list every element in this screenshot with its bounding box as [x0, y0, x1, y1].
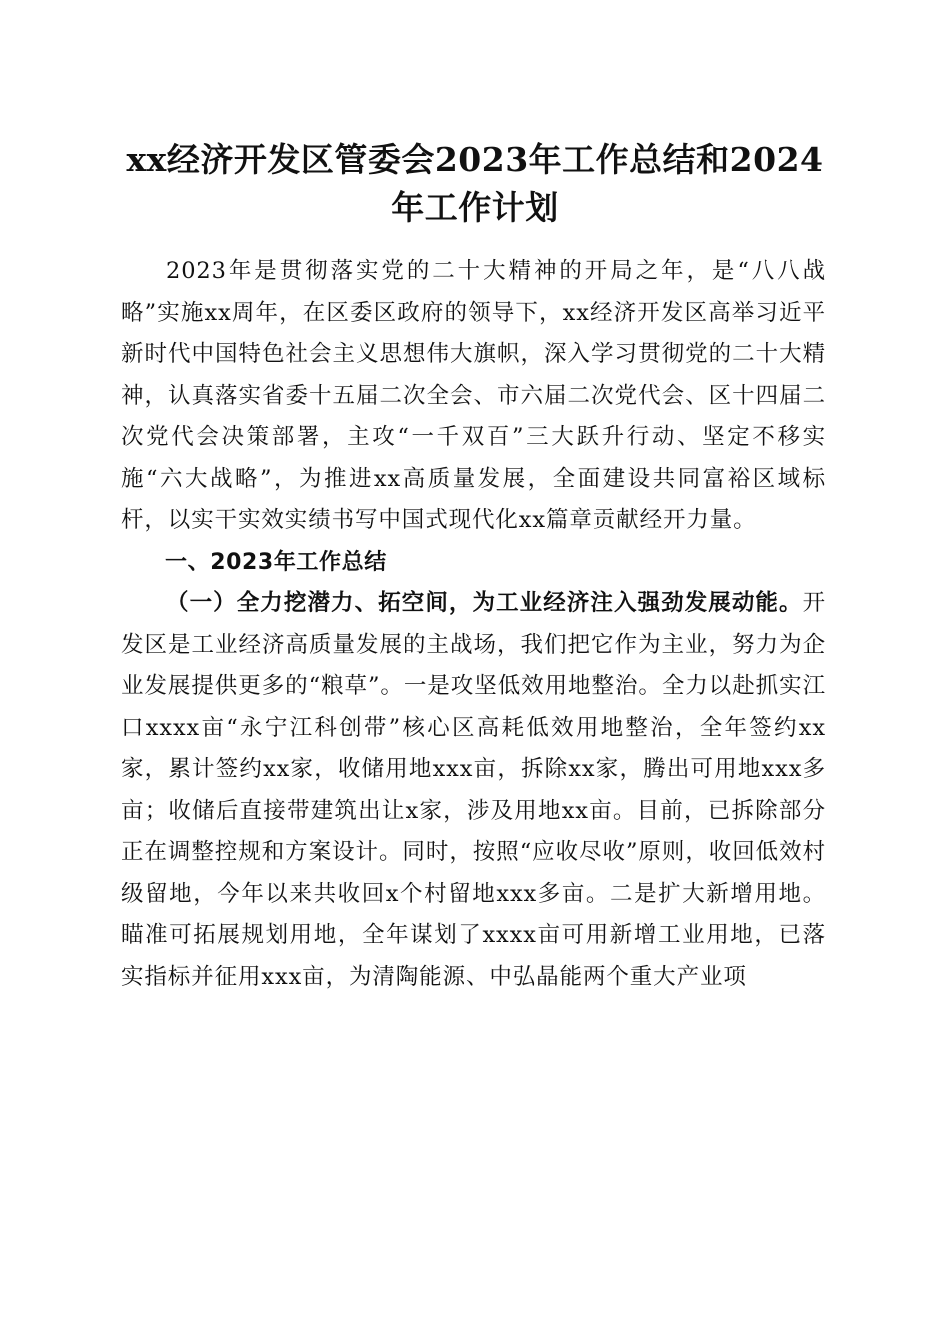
document-title-line-1: xx经济开发区管委会2023年工作总结和2024 [126, 140, 824, 179]
intro-paragraph: 2023年是贯彻落实党的二十大精神的开局之年，是“八八战略”实施xx周年，在区委区政府的领导下，xx经济开发区高举习近平新时代中国特色社会主义思想伟大旗帜，深入学习贯彻党的二十大精神，认真落实省委十五届二次全会、市六届二次党代会、区十四届二次党代会决策部署，主攻“一千双百”三大跃升行动、坚定不移实施“六大战略”，为推进xx高质量发展，全面建设共同富裕区域标杆，以实干实效实绩书写中国式现代化xx篇章贡献经开力量。 [121, 258, 826, 533]
subsection-body: 开发区是工业经济高质量发展的主战场，我们把它作为主业，努力为企业发展提供更多的“粮草”。一是攻坚低效用地整治。全力以赴抓实江口xxxx亩“永宁江科创带”核心区高耗低效用地整治，全年签约xx家，累计签约xx家，收储用地xxx亩，拆除xx家，腾出可用地xxx多亩；收储后直接带建筑出让x家，涉及用地xx亩。目前，已拆除部分正在调整控规和方案设计。同时，按照“应收尽收”原则，收回低效村级留地，今年以来共收回x个村留地xxx多亩。二是扩大新增用地。瞄准可拓展规划用地，全年谋划了xxxx亩可用新增工业用地，已落实指标并征用xxx亩，为清陶能源、中弘晶能两个重大产业项 [121, 590, 826, 990]
document-title [100, 136, 850, 232]
subsection-paragraph [121, 583, 826, 998]
subsection-heading: （一）全力挖潜力、拓空间，为工业经济注入强劲发展动能。 [166, 590, 803, 616]
document-title-line-2: 年工作计划 [391, 188, 559, 227]
section-heading-work-summary: 一、2023年工作总结 [165, 549, 387, 575]
document-body [121, 251, 826, 998]
